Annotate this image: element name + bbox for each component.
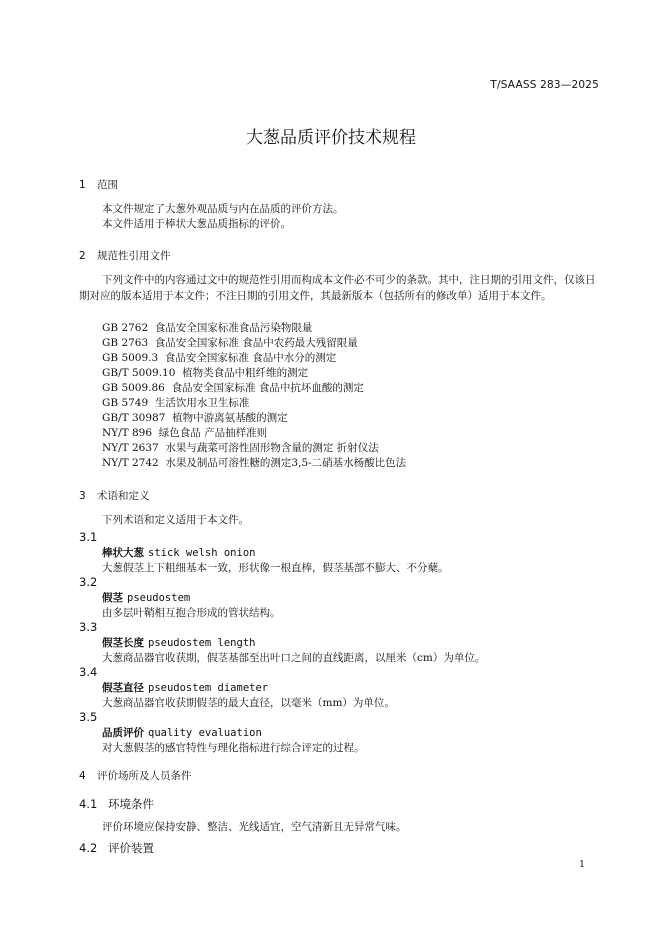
term-number: 3.1 <box>79 530 98 544</box>
term-name-zh: 假茎长度 <box>102 637 144 649</box>
term-name-en: pseudostem length <box>148 637 256 649</box>
term-definition: 大葱商品器官收获期，假茎基部至出叶口之间的直线距离，以厘米（cm）为单位。 <box>102 652 486 664</box>
normative-intro: 下列文件中的内容通过文中的规范性引用而构成本文件必不可少的条款。其中，注日期的引用文件，仅该日期对应的版本适用于本文件；不注日期的引用文件，其最新版本（包括所有的修改单）适用于本文件。 <box>79 274 596 302</box>
section-number: 4 <box>79 770 86 782</box>
subsection-4-1-heading <box>79 796 154 812</box>
document-title: 大葱品质评价技术规程 <box>246 128 416 148</box>
term-name <box>102 635 255 650</box>
document-id: T/SAASS 283—2025 <box>490 79 599 91</box>
reference-item <box>102 380 364 395</box>
reference-item <box>102 350 336 365</box>
term-number: 3.2 <box>79 575 98 589</box>
reference-code: GB 5749 <box>102 397 149 409</box>
reference-title: 食品安全国家标准 食品中水分的测定 <box>164 352 337 364</box>
term-definition: 由多层叶鞘相互抱合形成的管状结构。 <box>102 607 281 619</box>
reference-title: 水果与蔬菜可溶性固形物含量的测定 折射仪法 <box>165 442 379 454</box>
reference-title: 食品安全国家标准食品污染物限量 <box>154 322 313 334</box>
term-number: 3.5 <box>79 710 98 724</box>
reference-title: 绿色食品 产品抽样准则 <box>158 427 268 439</box>
term-name-zh: 假茎 <box>102 592 123 604</box>
page-number: 1 <box>578 859 585 870</box>
section-2-heading <box>79 248 171 263</box>
reference-code: NY/T 2742 <box>102 457 159 469</box>
section-title: 范围 <box>97 179 118 191</box>
section-title: 评价场所及人员条件 <box>97 770 192 782</box>
term-definition: 对大葱假茎的感官特性与理化指标进行综合评定的过程。 <box>102 742 365 754</box>
reference-item <box>102 395 249 410</box>
reference-title: 水果及制品可溶性糖的测定3,5-二硝基水杨酸比色法 <box>165 457 407 469</box>
term-name <box>102 725 262 740</box>
reference-code: NY/T 896 <box>102 427 153 439</box>
term-definition: 大葱假茎上下粗细基本一致，形状像一根直棒，假茎基部不膨大、不分蘖。 <box>102 562 449 574</box>
section-number: 3 <box>79 490 86 502</box>
section-number: 2 <box>79 250 86 262</box>
reference-code: GB/T 30987 <box>102 412 166 424</box>
reference-title: 植物类食品中粗纤维的测定 <box>182 367 309 379</box>
term-name-en: pseudostem <box>127 592 191 604</box>
reference-title: 植物中游离氨基酸的测定 <box>172 412 288 424</box>
terms-intro: 下列术语和定义适用于本文件。 <box>102 514 249 526</box>
reference-code: GB 5009.3 <box>102 352 159 364</box>
reference-title: 生活饮用水卫生标准 <box>154 397 250 409</box>
subsection-title: 评价装置 <box>108 841 154 855</box>
subsection-4-2-heading <box>79 840 154 856</box>
term-name-zh: 棒状大葱 <box>102 547 144 559</box>
term-name-en: quality evaluation <box>148 727 262 739</box>
subsection-title: 环境条件 <box>108 797 154 811</box>
section-title: 术语和定义 <box>97 490 150 502</box>
term-definition: 大葱商品器官收获期假茎的最大直径，以毫米（mm）为单位。 <box>102 697 395 709</box>
reference-item <box>102 455 406 470</box>
subsection-number: 4.1 <box>79 797 98 811</box>
term-name <box>102 590 190 605</box>
term-number: 3.4 <box>79 665 98 679</box>
term-number: 3.3 <box>79 620 98 634</box>
reference-item <box>102 335 358 350</box>
section-4-heading <box>79 768 192 783</box>
reference-item <box>102 365 308 380</box>
term-name <box>102 545 255 560</box>
reference-code: GB 5009.86 <box>102 382 165 394</box>
reference-code: GB/T 5009.10 <box>102 367 176 379</box>
reference-title: 食品安全国家标准 食品中抗坏血酸的测定 <box>171 382 364 394</box>
term-name <box>102 680 268 695</box>
environment-paragraph: 评价环境应保持安静、整洁、光线适宜，空气清新且无异常气味。 <box>102 821 407 833</box>
reference-item <box>102 320 312 335</box>
reference-code: GB 2763 <box>102 337 149 349</box>
reference-code: GB 2762 <box>102 322 149 334</box>
term-name-zh: 品质评价 <box>102 727 144 739</box>
term-name-zh: 假茎直径 <box>102 682 144 694</box>
scope-paragraph-2: 本文件适用于棒状大葱品质指标的评价。 <box>102 218 291 230</box>
reference-item <box>102 410 288 425</box>
section-3-heading <box>79 488 150 503</box>
reference-code: NY/T 2637 <box>102 442 159 454</box>
scope-paragraph-1: 本文件规定了大葱外观品质与内在品质的评价方法。 <box>102 203 344 215</box>
section-number: 1 <box>79 179 86 191</box>
section-title: 规范性引用文件 <box>97 250 171 262</box>
reference-item <box>102 440 379 455</box>
reference-item <box>102 425 267 440</box>
subsection-number: 4.2 <box>79 841 98 855</box>
term-name-en: pseudostem diameter <box>148 682 269 694</box>
section-1-heading <box>79 177 118 192</box>
term-name-en: stick welsh onion <box>148 547 256 559</box>
reference-title: 食品安全国家标准 食品中农药最大残留限量 <box>154 337 358 349</box>
